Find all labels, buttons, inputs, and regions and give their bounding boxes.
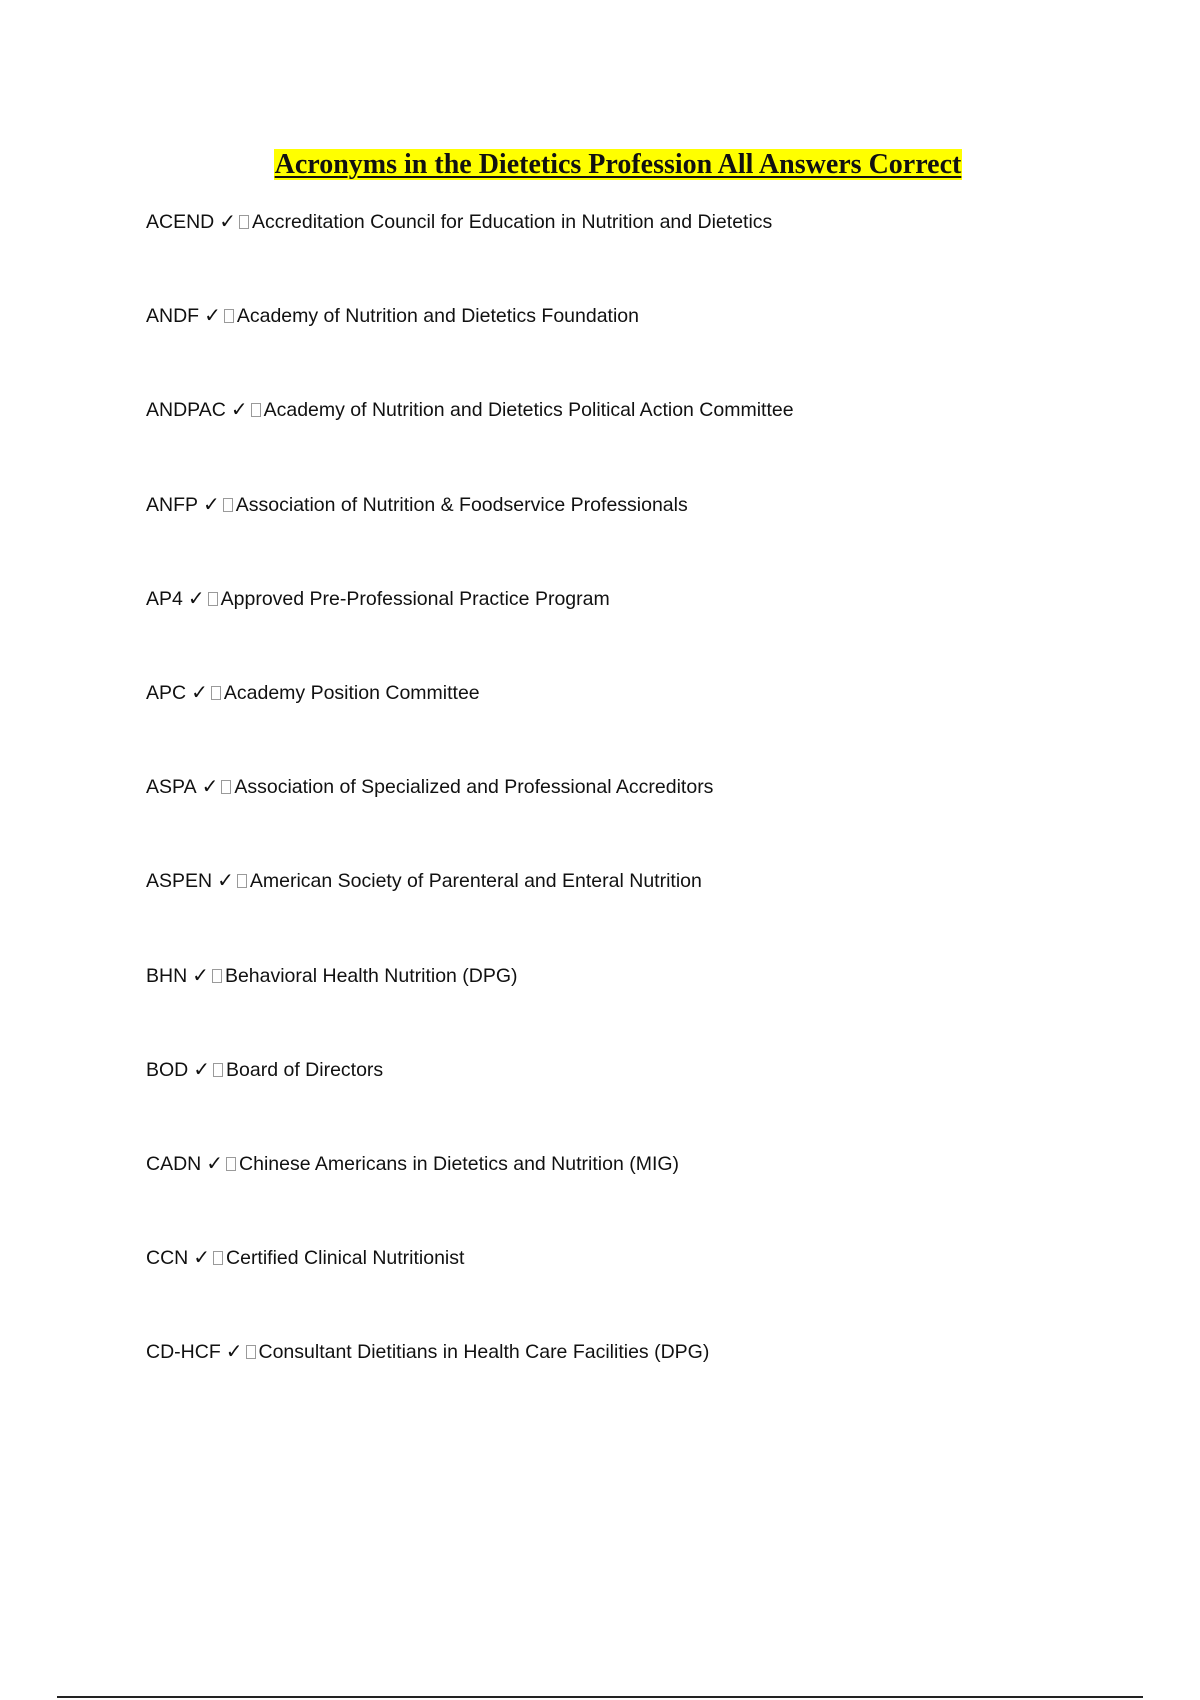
missing-glyph-box-icon (221, 780, 231, 794)
acronym-definition: Academy Position Committee (223, 681, 480, 704)
check-icon: ✓ (193, 1245, 211, 1270)
list-item (146, 961, 794, 1055)
acronym-term: CD-HCF (146, 1341, 221, 1364)
acronym-definition: Board of Directors (226, 1058, 384, 1081)
acronym-term: ASPA (146, 776, 197, 799)
check-icon: ✓ (225, 1339, 243, 1364)
acronym-list (146, 207, 794, 1431)
list-item (146, 772, 794, 866)
check-icon: ✓ (203, 491, 220, 516)
check-icon: ✓ (193, 1056, 211, 1081)
acronym-definition: Certified Clinical Nutritionist (226, 1247, 465, 1270)
acronym-term: AP4 (146, 587, 183, 610)
acronym-term: CADN (146, 1152, 202, 1175)
list-item (146, 490, 794, 584)
missing-glyph-box-icon (211, 686, 221, 700)
acronym-term: ASPEN (146, 870, 213, 893)
list-item (146, 395, 794, 489)
list-item (146, 301, 794, 395)
check-icon: ✓ (206, 1150, 224, 1175)
check-icon: ✓ (192, 962, 209, 987)
missing-glyph-box-icon (224, 309, 234, 323)
list-item (146, 207, 794, 301)
footer-divider (57, 1696, 1143, 1698)
check-icon: ✓ (219, 209, 237, 233)
list-item (146, 866, 794, 960)
acronym-definition: Association of Nutrition & Foodservice Professionals (235, 493, 688, 516)
missing-glyph-box-icon (213, 1063, 223, 1077)
missing-glyph-box-icon (208, 592, 218, 606)
list-item (146, 678, 794, 772)
acronym-term: ANFP (146, 493, 199, 516)
acronym-definition: Consultant Dietitians in Health Care Facilities (DPG) (258, 1341, 710, 1364)
missing-glyph-box-icon (251, 403, 261, 417)
acronym-term: BHN (146, 964, 188, 987)
check-icon: ✓ (187, 585, 205, 610)
page-title: Acronyms in the Dietetics Profession All Answers Correct (274, 149, 962, 180)
missing-glyph-box-icon (239, 215, 249, 229)
acronym-definition: Chinese Americans in Dietetics and Nutrition (MIG) (239, 1152, 680, 1175)
list-item (146, 1337, 794, 1431)
acronym-term: ANDF (146, 305, 200, 328)
acronym-definition: Academy of Nutrition and Dietetics Political Action Committee (263, 399, 794, 422)
list-item (146, 584, 794, 678)
acronym-definition: Accreditation Council for Education in Nutrition and Dietetics (252, 211, 773, 233)
acronym-term: BOD (146, 1058, 189, 1081)
acronym-term: APC (146, 681, 187, 704)
acronym-definition: Behavioral Health Nutrition (DPG) (224, 964, 518, 987)
missing-glyph-box-icon (237, 874, 247, 888)
list-item (146, 1149, 794, 1243)
acronym-term: ANDPAC (146, 399, 226, 422)
page-title-block (0, 144, 1200, 182)
acronym-definition: Academy of Nutrition and Dietetics Foundation (236, 305, 639, 328)
missing-glyph-box-icon (223, 498, 233, 512)
check-icon: ✓ (201, 774, 219, 799)
acronym-definition: Association of Specialized and Professional Accreditors (234, 776, 714, 799)
missing-glyph-box-icon (246, 1345, 256, 1359)
missing-glyph-box-icon (212, 969, 222, 983)
missing-glyph-box-icon (226, 1157, 236, 1171)
list-item (146, 1055, 794, 1149)
acronym-definition: Approved Pre-Professional Practice Program (220, 587, 610, 610)
check-icon: ✓ (230, 397, 248, 422)
check-icon: ✓ (191, 679, 208, 704)
check-icon: ✓ (217, 868, 234, 893)
acronym-term: ACEND (146, 211, 215, 233)
acronym-definition: American Society of Parenteral and Enteral Nutrition (249, 870, 702, 893)
list-item (146, 1243, 794, 1337)
missing-glyph-box-icon (213, 1251, 223, 1265)
acronym-term: CCN (146, 1247, 189, 1270)
check-icon: ✓ (204, 303, 221, 328)
